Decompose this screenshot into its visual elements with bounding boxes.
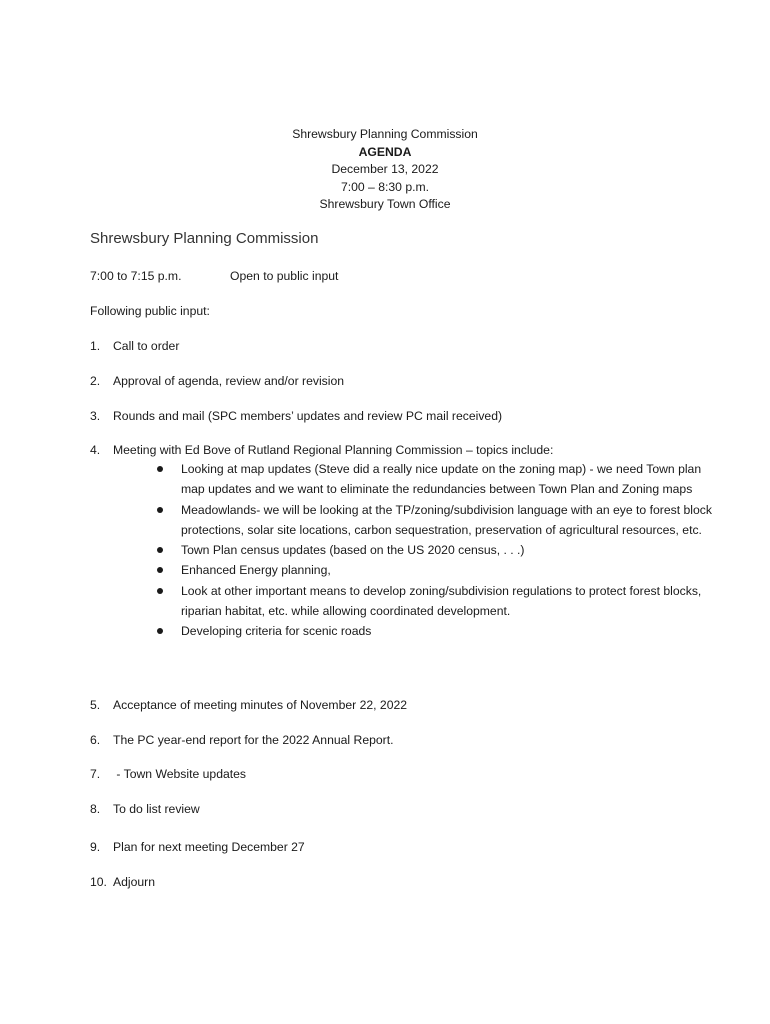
item-number: 9.	[90, 840, 101, 854]
item-text: Rounds and mail (SPC members’ updates and review PC mail received)	[113, 409, 503, 423]
item-text: Acceptance of meeting minutes of November 22, 2022	[113, 698, 408, 712]
item-text: Plan for next meeting December 27	[113, 840, 305, 854]
topics-bullet-list	[155, 459, 715, 642]
item-number: 3.	[90, 409, 101, 423]
item-number: 10.	[90, 875, 107, 889]
item-text: To do list review	[113, 802, 200, 816]
item-number: 5.	[90, 698, 101, 712]
header-doc-type: AGENDA	[358, 144, 412, 159]
bullet-dot-icon	[157, 547, 163, 553]
item-text: Approval of agenda, review and/or revision	[113, 374, 345, 388]
header-location: Shrewsbury Town Office	[319, 197, 451, 211]
item-number: 6.	[90, 733, 101, 747]
public-input-line	[90, 269, 338, 283]
bullet-dot-icon	[157, 567, 163, 573]
bullet-item	[155, 621, 715, 641]
bullet-text: Look at other important means to develop zoning/subdivision regulations to protect forest blocks, riparian habitat, etc. while allowing coordinated development.	[181, 583, 702, 619]
bullet-text: Developing criteria for scenic roads	[181, 624, 372, 639]
agenda-item	[90, 443, 553, 457]
agenda-item	[90, 767, 246, 781]
item-text: - Town Website updates	[113, 767, 247, 781]
bullet-item	[155, 500, 715, 541]
bullet-item	[155, 581, 715, 622]
agenda-item	[90, 875, 155, 889]
public-input-time: 7:00 to 7:15 p.m.	[90, 269, 182, 283]
header-org: Shrewsbury Planning Commission	[292, 127, 478, 141]
agenda-item	[90, 733, 393, 747]
bullet-dot-icon	[157, 588, 163, 594]
item-text: Adjourn	[113, 875, 156, 889]
bullet-item	[155, 560, 715, 580]
bullet-text: Looking at map updates (Steve did a really nice update on the zoning map) - we need Town plan map updates and we want to eliminate the redundancies between Town Plan and Zoning maps	[181, 462, 702, 497]
agenda-header	[0, 126, 770, 214]
header-date: December 13, 2022	[331, 162, 439, 176]
bullet-item	[155, 459, 715, 500]
item-text: Meeting with Ed Bove of Rutland Regional Planning Commission – topics include:	[113, 443, 554, 457]
item-number: 4.	[90, 443, 101, 457]
item-number: 2.	[90, 374, 101, 388]
agenda-item	[90, 339, 179, 353]
item-number: 7.	[90, 767, 101, 781]
section-title: Shrewsbury Planning Commission	[90, 230, 319, 247]
bullet-text: Meadowlands- we will be looking at the TP/zoning/subdivision language with an eye to forest block protections, solar site locations, carbon sequestration, preservation of agricultural resources, etc.	[181, 502, 712, 537]
agenda-item	[90, 374, 344, 388]
item-number: 8.	[90, 802, 101, 816]
public-input-label: Open to public input	[230, 269, 339, 283]
bullet-text: Enhanced Energy planning,	[181, 563, 331, 578]
agenda-item	[90, 698, 407, 712]
item-number: 1.	[90, 339, 101, 353]
agenda-item	[90, 840, 305, 854]
item-text: The PC year-end report for the 2022 Annual Report.	[113, 733, 394, 747]
bullet-dot-icon	[157, 466, 163, 472]
bullet-dot-icon	[157, 507, 163, 513]
header-time: 7:00 – 8:30 p.m.	[340, 179, 430, 194]
item-text: Call to order	[113, 339, 180, 353]
agenda-item	[90, 409, 502, 423]
agenda-item	[90, 802, 200, 816]
following-public-input: Following public input:	[90, 304, 210, 318]
bullet-item	[155, 540, 715, 560]
bullet-dot-icon	[157, 628, 163, 634]
bullet-text: Town Plan census updates (based on the US 2020 census, . . .)	[181, 543, 525, 558]
